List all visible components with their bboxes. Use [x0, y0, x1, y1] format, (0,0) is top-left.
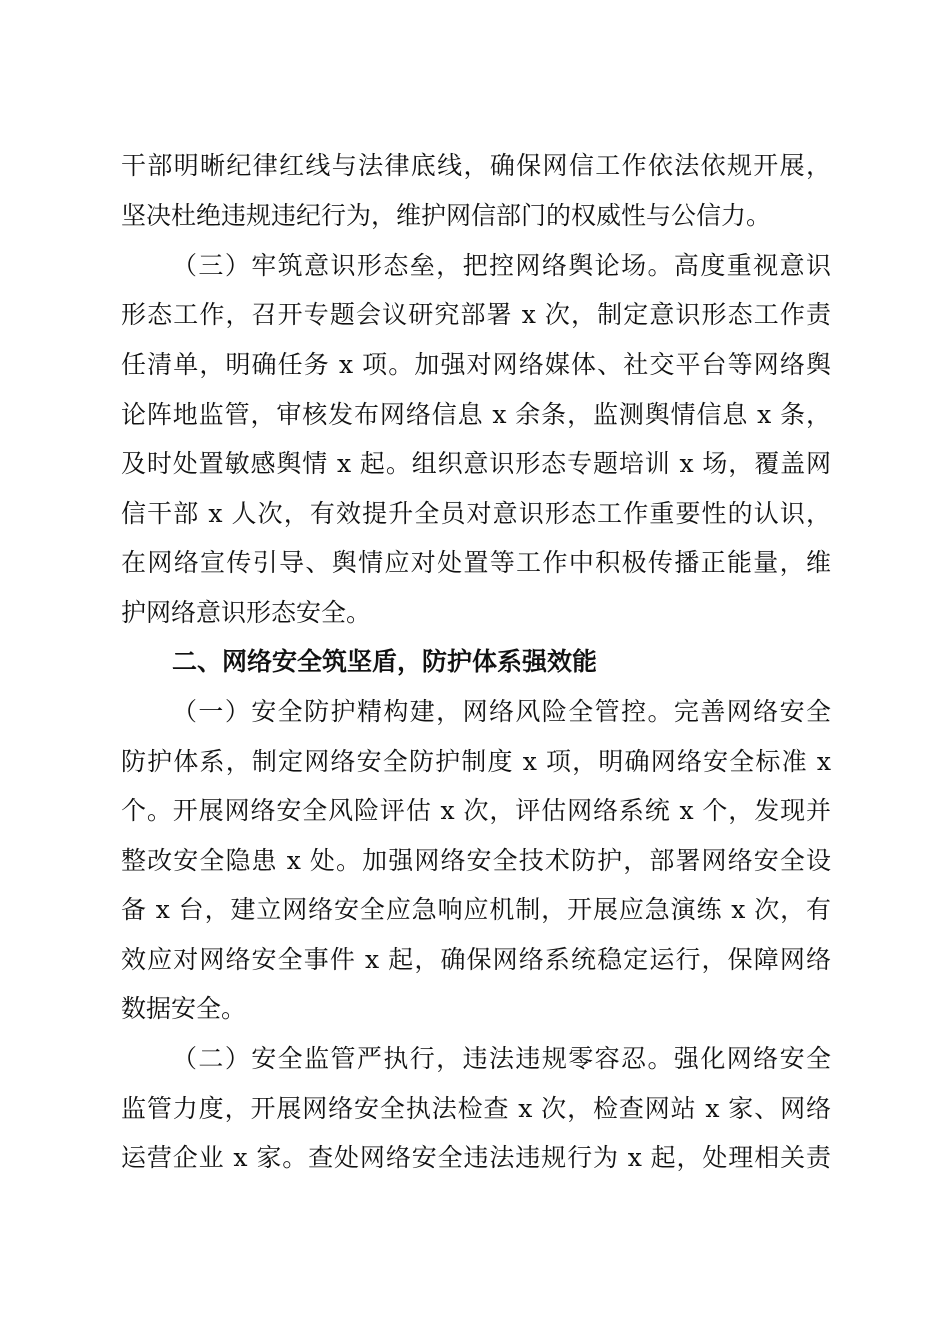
- body-text-line: 效应对网络安全事件 x 起，确保网络系统稳定运行，保障网络: [121, 945, 831, 974]
- body-text-line: 信干部 x 人次，有效提升全员对意识形态工作重要性的认识，: [121, 499, 831, 528]
- body-text-line: 及时处置敏感舆情 x 起。组织意识形态专题培训 x 场，覆盖网: [121, 449, 831, 478]
- body-text-line: 论阵地监管，审核发布网络信息 x 余条，监测舆情信息 x 条，: [121, 400, 831, 429]
- body-text-line: 备 x 台，建立网络安全应急响应机制，开展应急演练 x 次，有: [121, 895, 831, 924]
- body-text-line: 防护体系，制定网络安全防护制度 x 项，明确网络安全标准 x: [121, 747, 831, 776]
- subsection-3-first-line: （三）牢筑意识形态垒，把控网络舆论场。高度重视意识: [172, 251, 831, 280]
- body-text-line: 任清单，明确任务 x 项。加强对网络媒体、社交平台等网络舆: [121, 350, 831, 379]
- body-text-line: 干部明晰纪律红线与法律底线，确保网信工作依法依规开展，: [121, 151, 831, 180]
- body-text-line: 整改安全隐患 x 处。加强网络安全技术防护，部署网络安全设: [121, 846, 831, 875]
- section-heading-2: 二、网络安全筑坚盾，防护体系强效能: [172, 647, 598, 676]
- body-text-line: 运营企业 x 家。查处网络安全违法违规行为 x 起，处理相关责: [121, 1143, 831, 1172]
- subsection-1-first-line: （一）安全防护精构建，网络风险全管控。完善网络安全: [172, 697, 831, 726]
- body-text-line: 个。开展网络安全风险评估 x 次，评估网络系统 x 个，发现并: [121, 796, 831, 825]
- subsection-2-first-line: （二）安全监管严执行，违法违规零容忍。强化网络安全: [172, 1044, 831, 1073]
- body-text-line: 监管力度，开展网络安全执法检查 x 次，检查网站 x 家、网络: [121, 1094, 831, 1123]
- body-text-line: 坚决杜绝违规违纪行为，维护网信部门的权威性与公信力。: [121, 201, 772, 230]
- body-text-line: 在网络宣传引导、舆情应对处置等工作中积极传播正能量，维: [121, 548, 831, 577]
- body-text-line: 形态工作，召开专题会议研究部署 x 次，制定意识形态工作责: [121, 300, 831, 329]
- body-text-line: 护网络意识形态安全。: [121, 598, 372, 627]
- body-text-line: 数据安全。: [121, 994, 247, 1023]
